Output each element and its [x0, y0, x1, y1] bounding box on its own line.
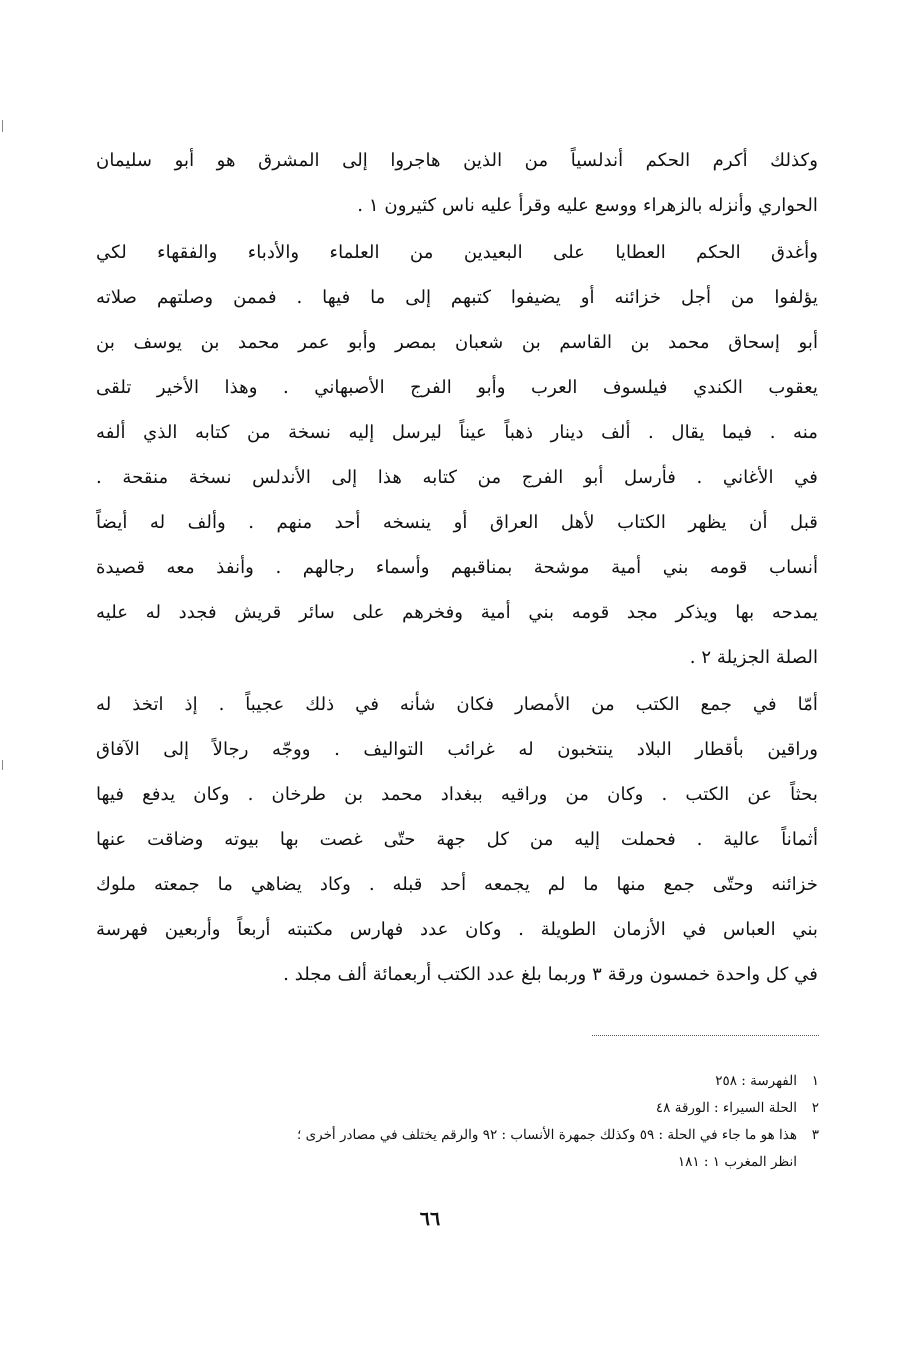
scan-edge-mark — [2, 120, 3, 132]
footnote — [140, 1095, 819, 1122]
footnote-continuation — [140, 1149, 819, 1176]
text-line: في كل واحدة خمسون ورقة ٣ وربما بلغ عدد الكتب أربعمائة ألف مجلد . — [283, 964, 818, 985]
text-line: الصلة الجزيلة ٢ . — [689, 647, 818, 668]
text-line: بني العباس في الأزمان الطويلة . وكان عدد فهارس مكتبته أربعاً وأربعين فهرسة — [96, 919, 818, 940]
text-line: يمدحه بها ويذكر مجد قومه بني أمية وفخرهم على سائر قريش فجدد له عليه — [96, 602, 818, 623]
footnote-text: الحلة السيراء : الورقة ٤٨ — [655, 1100, 797, 1116]
footnote — [140, 1068, 819, 1095]
text-line: أثماناً عالية . فحملت إليه من كل جهة حتّى غصت بها بيوته وضاقت عنها — [96, 829, 818, 850]
footnote — [140, 1122, 819, 1149]
footnote-separator — [592, 1035, 819, 1036]
text-line: في الأغاني . فأرسل أبو الفرج من كتابه هذا إلى الأندلس نسخة منقحة . — [96, 467, 818, 488]
text-line: أبو إسحاق محمد بن القاسم بن شعبان بمصر وأبو عمر محمد بن يوسف بن — [96, 332, 818, 353]
text-line: وكذلك أكرم الحكم أندلسياً من الذين هاجروا إلى المشرق هو أبو سليمان — [96, 150, 818, 171]
text-line: وراقين بأقطار البلاد ينتخبون له غرائب التواليف . ووجّه رجالاً إلى الآفاق — [96, 739, 818, 760]
footnote-number: ١ — [811, 1073, 819, 1089]
footnote-number: ٣ — [811, 1127, 819, 1143]
footnote-number: ٢ — [811, 1100, 819, 1116]
main-text — [96, 138, 818, 997]
scan-edge-mark — [2, 760, 3, 770]
text-line: قبل أن يظهر الكتاب لأهل العراق أو ينسخه أحد منهم . وألف له أيضاً — [96, 512, 818, 533]
footnotes — [140, 1068, 819, 1176]
text-line: خزائنه وحتّى جمع منها ما لم يجمعه أحد قبله . وكاد يضاهي ما جمعته ملوك — [96, 874, 818, 895]
text-line: يؤلفوا من أجل خزائنه أو يضيفوا كتبهم إلى ما فيها . فممن وصلتهم صلاته — [96, 287, 818, 308]
text-line: يعقوب الكندي فيلسوف العرب وأبو الفرج الأصبهاني . وهذا الأخير تلقى — [96, 377, 818, 398]
footnote-text: انظر المغرب ١ : ١٨١ — [677, 1154, 797, 1170]
text-line: أمّا في جمع الكتب من الأمصار فكان شأنه في ذلك عجيباً . إذ اتخذ له — [96, 694, 818, 715]
text-line: بحثاً عن الكتب . وكان من وراقيه ببغداد محمد بن طرخان . وكان يدفع فيها — [96, 784, 818, 805]
text-line: منه . فيما يقال . ألف دينار ذهباً عيناً ليرسل إليه نسخة من كتابه الذي ألفه — [96, 422, 818, 443]
text-line: أنساب قومه بني أمية موشحة بمناقبهم وأسماء رجالهم . وأنفذ معه قصيدة — [96, 557, 818, 578]
page-number: ٦٦ — [419, 1208, 441, 1230]
footnote-text: هذا هو ما جاء في الحلة : ٥٩ وكذلك جمهرة الأنساب : ٩٢ والرقم يختلف في مصادر أخرى ؛ — [296, 1127, 797, 1143]
text-line: الحواري وأنزله بالزهراء ووسع عليه وقرأ عليه ناس كثيرون ١ . — [357, 195, 818, 216]
text-line: وأغدق الحكم العطايا على البعيدين من العلماء والأدباء والفقهاء لكي — [96, 242, 818, 263]
footnote-text: الفهرسة : ٢٥٨ — [715, 1073, 797, 1089]
